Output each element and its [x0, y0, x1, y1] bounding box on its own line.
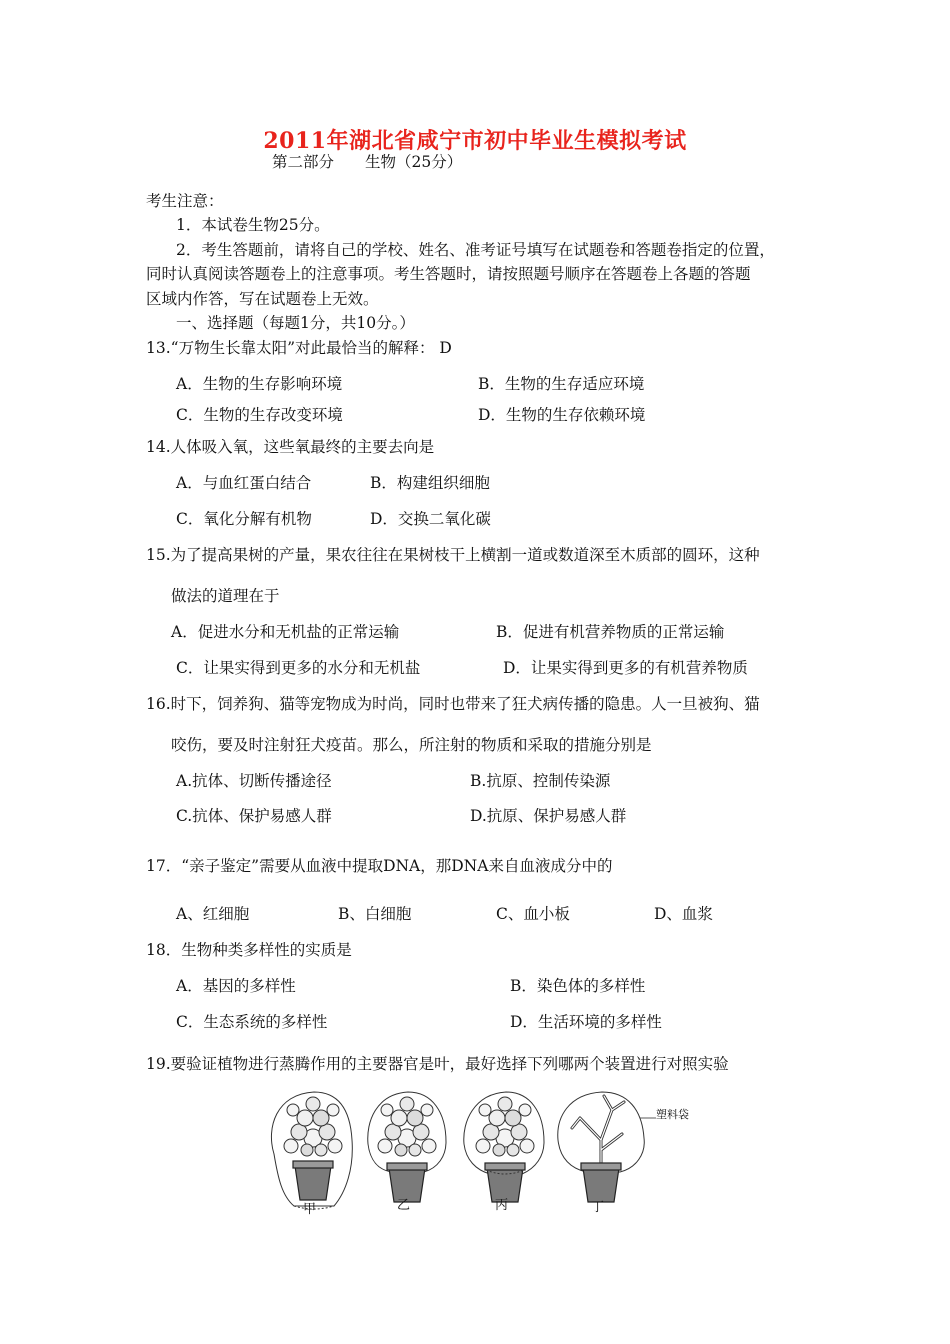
question-15-stem-line-2: 做法的道理在于 [171, 587, 280, 605]
question-16-option-a: A.抗体、切断传播途径 [176, 772, 332, 790]
question-13-option-c: C．生物的生存改变环境 [176, 406, 343, 424]
question-14-option-d: D．交换二氧化碳 [370, 510, 491, 528]
plastic-bag-label: 塑料袋 [656, 1108, 689, 1121]
question-18-option-c: C．生态系统的多样性 [176, 1013, 328, 1031]
label-ding: 丁 [591, 1200, 605, 1215]
question-15-option-a: A．促进水分和无机盐的正常运输 [171, 623, 400, 641]
question-14-option-c: C．氧化分解有机物 [176, 510, 312, 528]
question-17-stem: 17．“亲子鉴定”需要从血液中提取DNA，那DNA来自血液成分中的 [146, 857, 613, 875]
notice-item-2-line-2: 同时认真阅读答题卷上的注意事项。考生答题时，请按照题号顺序在答题卷上各题的答题 [146, 265, 751, 283]
apparatus-jia [271, 1092, 352, 1209]
apparatus-bing [464, 1092, 544, 1202]
question-16-option-b: B.抗原、控制传染源 [470, 772, 611, 790]
question-14-stem: 14.人体吸入氧，这些氧最终的主要去向是 [146, 438, 435, 456]
question-13-option-a: A．生物的生存影响环境 [176, 375, 343, 393]
question-19-stem: 19.要验证植物进行蒸腾作用的主要器官是叶，最好选择下列哪两个装置进行对照实验 [146, 1055, 729, 1073]
question-13-option-d: D．生物的生存依赖环境 [478, 406, 646, 424]
apparatus-ding [558, 1092, 656, 1202]
question-15-stem: 15.为了提高果树的产量，果农往往在果树枝干上横割一道或数道深至木质部的圆环，这种 [146, 546, 760, 564]
question-15-option-c: C．让果实得到更多的水分和无机盐 [176, 659, 421, 677]
question-18-option-d: D．生活环境的多样性 [510, 1013, 662, 1031]
question-18-stem: 18．生物种类多样性的实质是 [146, 941, 352, 959]
question-17-option-a: A、红细胞 [176, 905, 250, 923]
section-heading: 一、选择题（每题1分，共10分。） [176, 314, 415, 332]
notice-item-2-line-3: 区域内作答，写在试题卷上无效。 [146, 290, 379, 308]
question-18-option-a: A．基因的多样性 [176, 977, 296, 995]
question-13-stem: 13.“万物生长靠太阳”对此最恰当的解释： D [146, 339, 452, 357]
question-16-option-c: C.抗体、保护易感人群 [176, 807, 332, 825]
question-17-option-c: C、血小板 [496, 905, 570, 923]
question-13-option-b: B．生物的生存适应环境 [478, 375, 645, 393]
notice-heading: 考生注意： [146, 192, 224, 210]
label-yi: 乙 [397, 1198, 411, 1213]
question-16-stem-line-2: 咬伤，要及时注射狂犬疫苗。那么，所注射的物质和采取的措施分别是 [171, 736, 652, 754]
question-18-option-b: B．染色体的多样性 [510, 977, 646, 995]
question-16-stem: 16.时下，饲养狗、猫等宠物成为时尚，同时也带来了狂犬病传播的隐患。人一旦被狗、猫 [146, 695, 760, 713]
notice-item-2-line-1: 2．考生答题前，请将自己的学校、姓名、准考证号填写在试题卷和答题卷指定的位置， [176, 241, 775, 259]
question-16-option-d: D.抗原、保护易感人群 [470, 807, 627, 825]
label-bing: 丙 [495, 1198, 509, 1213]
transpiration-apparatus-figure [268, 1088, 688, 1220]
question-17-option-b: B、白细胞 [338, 905, 412, 923]
question-14-option-b: B．构建组织细胞 [370, 474, 490, 492]
label-jia: 甲 [303, 1202, 317, 1217]
question-15-option-d: D．让果实得到更多的有机营养物质 [503, 659, 748, 677]
exam-subtitle: 第二部分 生物（25分） [272, 153, 463, 171]
notice-item-1: 1．本试卷生物25分。 [176, 216, 330, 234]
exam-title: 2011年湖北省咸宁市初中毕业生模拟考试 [263, 128, 687, 154]
question-14-option-a: A．与血红蛋白结合 [176, 474, 312, 492]
question-15-option-b: B．促进有机营养物质的正常运输 [496, 623, 725, 641]
apparatus-yi [368, 1092, 446, 1202]
question-17-option-d: D、血浆 [654, 905, 713, 923]
